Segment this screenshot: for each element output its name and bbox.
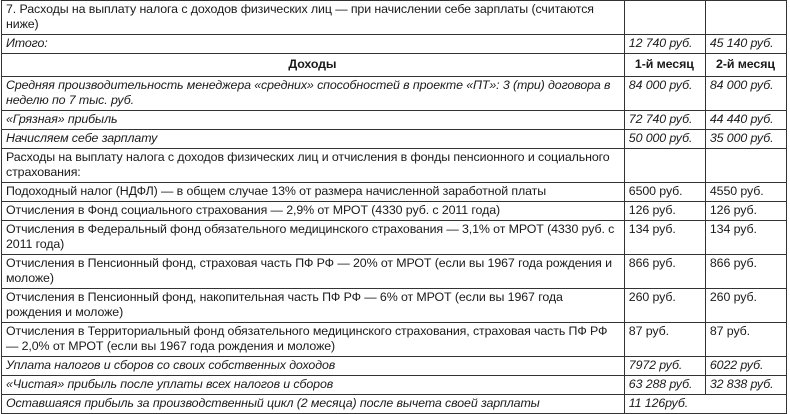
table-row: [2, 77, 787, 111]
month-1-value: 72 740 руб.: [624, 111, 705, 130]
table-row: [2, 202, 787, 221]
row-label: Расходы на выплату налога с доходов физических лиц и отчисления в фонды пенсионного и социального страхования:: [2, 149, 625, 183]
month-1-value: 84 000 руб.: [624, 77, 705, 111]
row-label: «Грязная» прибыль: [2, 111, 625, 130]
table-header-row: [2, 54, 787, 77]
month-2-value: 6022 руб.: [705, 357, 786, 376]
merged-value: 11 126руб.: [624, 395, 786, 414]
row-label: Оставшаяся прибыль за производственный цикл (2 месяца) после вычета своей зарплаты: [2, 395, 625, 414]
month-1-value: 866 руб.: [624, 255, 705, 289]
column-header-income: Доходы: [2, 54, 625, 77]
row-label: Итого:: [2, 35, 625, 54]
month-2-value: [705, 149, 786, 183]
month-2-value: 45 140 руб.: [705, 35, 786, 54]
expenses-income-table: [1, 0, 787, 414]
row-label: Уплата налогов и сборов со своих собственных доходов: [2, 357, 625, 376]
month-2-value: 44 440 руб.: [705, 111, 786, 130]
month-1-value: 63 288 руб.: [624, 376, 705, 395]
row-label: Средняя производительность менеджера «средних» способностей в проекте «ПТ»: 3 (три) договора в неделю по 7 тыс. руб.: [2, 77, 625, 111]
table-row: [2, 183, 787, 202]
table-row: [2, 289, 787, 323]
month-2-value: 126 руб.: [705, 202, 786, 221]
row-label: Отчисления в Пенсионный фонд, накопительная часть ПФ РФ — 6% от МРОТ (если вы 1967 года рождения и моложе): [2, 289, 625, 323]
row-label: Отчисления в Фонд социального страхования — 2,9% от МРОТ (4330 руб. с 2011 года): [2, 202, 625, 221]
table-row-remaining-profit: [2, 395, 787, 414]
row-label: Отчисления в Пенсионный фонд, страховая часть ПФ РФ — 20% от МРОТ (если вы 1967 года рождения и моложе): [2, 255, 625, 289]
table-row: [2, 130, 787, 149]
row-label: «Чистая» прибыль после уплаты всех налогов и сборов: [2, 376, 625, 395]
month-2-value: 4550 руб.: [705, 183, 786, 202]
month-1-value: 12 740 руб.: [624, 35, 705, 54]
table-row: [2, 111, 787, 130]
month-2-value: 260 руб.: [705, 289, 786, 323]
row-label: Начисляем себе зарплату: [2, 130, 625, 149]
month-1-value: 126 руб.: [624, 202, 705, 221]
month-1-value: 134 руб.: [624, 221, 705, 255]
column-header-month-2: 2-й месяц: [705, 54, 786, 77]
month-2-value: 866 руб.: [705, 255, 786, 289]
month-2-value: 32 838 руб.: [705, 376, 786, 395]
table-row: [2, 357, 787, 376]
month-1-value: 87 руб.: [624, 323, 705, 357]
month-2-value: 134 руб.: [705, 221, 786, 255]
month-1-value: 260 руб.: [624, 289, 705, 323]
table-row: [2, 1, 787, 35]
column-header-month-1: 1-й месяц: [624, 54, 705, 77]
row-label: Отчисления в Территориальный фонд обязательного медицинского страхования, страховая часть ПФ РФ — 2,0% от МРОТ (если вы 1967 года рождения и моложе): [2, 323, 625, 357]
month-1-value: [624, 1, 705, 35]
table-row-total: [2, 35, 787, 54]
table-row: [2, 221, 787, 255]
row-label: Подоходный налог (НДФЛ) — в общем случае 13% от размера начисленной заработной платы: [2, 183, 625, 202]
month-2-value: 35 000 руб.: [705, 130, 786, 149]
row-label: 7. Расходы на выплату налога с доходов физических лиц — при начислении себе зарплаты (считаются ниже): [2, 1, 625, 35]
month-2-value: 84 000 руб.: [705, 77, 786, 111]
month-1-value: 7972 руб.: [624, 357, 705, 376]
row-label: Отчисления в Федеральный фонд обязательного медицинского страхования — 3,1% от МРОТ (4330 руб. с 2011 года): [2, 221, 625, 255]
table-row: [2, 255, 787, 289]
table-row: [2, 323, 787, 357]
month-1-value: 50 000 руб.: [624, 130, 705, 149]
month-2-value: 87 руб.: [705, 323, 786, 357]
table-row: [2, 376, 787, 395]
month-1-value: [624, 149, 705, 183]
month-2-value: [705, 1, 786, 35]
table-row-section: [2, 149, 787, 183]
month-1-value: 6500 руб.: [624, 183, 705, 202]
